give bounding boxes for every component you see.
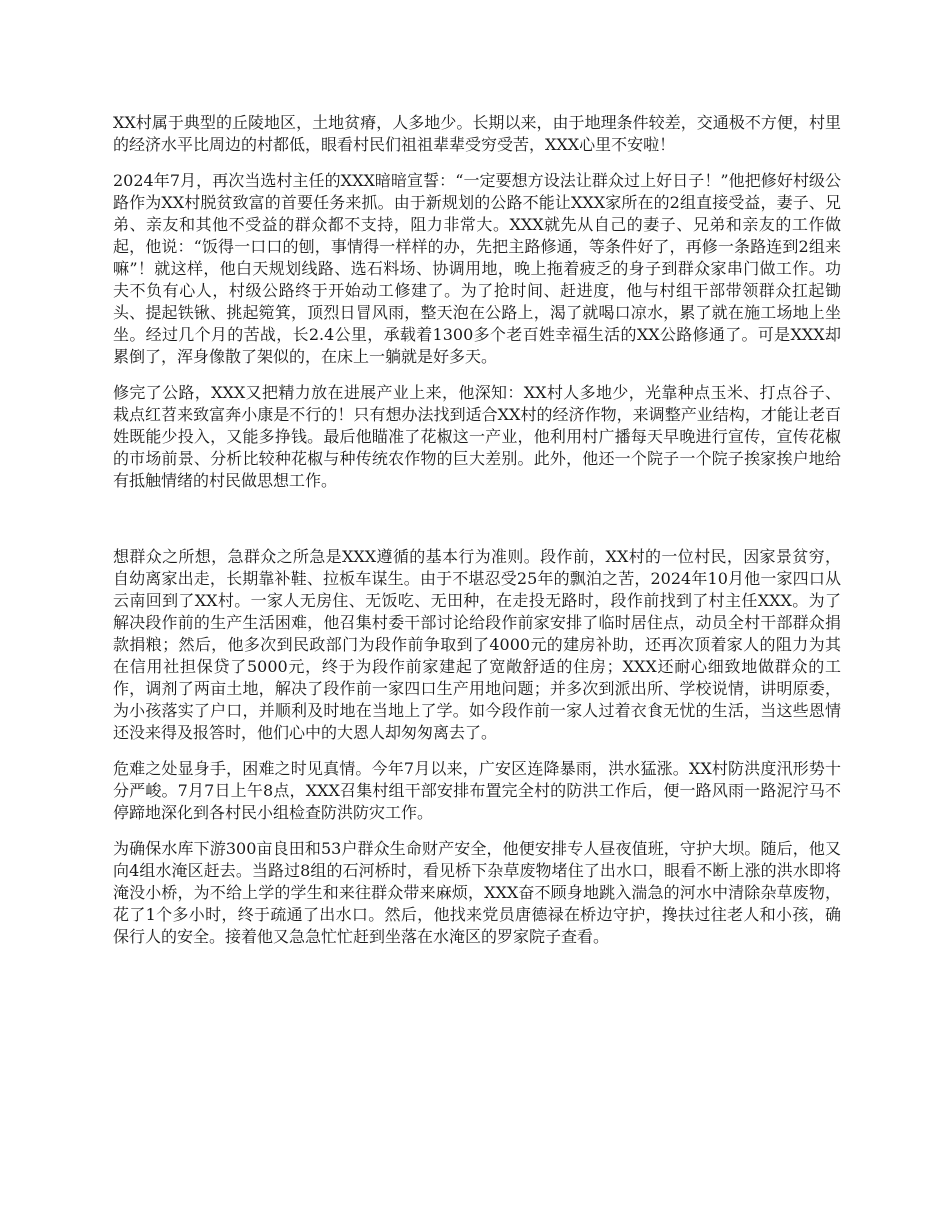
paragraph: 为确保水库下游300亩良田和53户群众生命财产安全，他便安排专人昼夜值班，守护大坝。随后，他又向4组水淹区赶去。当路过8组的石河桥时，看见桥下杂草废物堵住了出水口，眼看不断上涨的洪水即将淹没小桥，为不给上学的学生和来往群众带来麻烦，XXX奋不顾身地跳入湍急的河水中清除杂草废物，花了1个多小时，终于疏通了出水口。然后，他找来党员唐德禄在桥边守护，搀扶过往老人和小孩，确保行人的安全。接着他又急急忙忙赶到坐落在水淹区的罗家院子查看。 bbox=[113, 839, 841, 946]
paragraph: 2024年7月，再次当选村主任的XXX暗暗宣誓：“一定要想方设法让群众过上好日子！”他把修好村级公路作为XX村脱贫致富的首要任务来抓。由于新规划的公路不能让XXX家所在的2组直接受益，妻子、兄弟、亲友和其他不受益的群众都不支持，阻力非常大。XXX就先从自己的妻子、兄弟和亲友的工作做起，他说：“饭得一口口的刨，事情得一样样的办，先把主路修通，等条件好了，再修一条路连到2组来嘛”！就这样，他白天规划线路、选石料场、协调用地，晚上拖着疲乏的身子到群众家串门做工作。功夫不负有心人，村级公路终于开始动工修建了。为了抢时间、赶进度，他与村组干部带领群众扛起锄头、提起铁锹、挑起箢箕，顶烈日冒风雨，整天泡在公路上，渴了就喝口凉水，累了就在施工场地上坐坐。经过几个月的苦战，长2.4公里，承载着1300多个老百姓幸福生活的XX公路修通了。可是XXX却累倒了，浑身像散了架似的，在床上一躺就是好多天。 bbox=[113, 171, 841, 366]
paragraph: 危难之处显身手，困难之时见真情。今年7月以来，广安区连降暴雨，洪水猛涨。XX村防洪度汛形势十分严峻。7月7日上午8点，XXX召集村组干部安排布置完全村的防洪工作后，便一路风雨一路泥泞马不停蹄地深化到各村民小组检查防洪防灾工作。 bbox=[113, 759, 841, 822]
paragraph: 修完了公路，XXX又把精力放在进展产业上来，他深知：XX村人多地少，光靠种点玉米、打点谷子、栽点红苕来致富奔小康是不行的！只有想办法找到适合XX村的经济作物，来调整产业结构，才能让老百姓既能少投入，又能多挣钱。最后他瞄准了花椒这一产业，他利用村广播每天早晚进行宣传，宣传花椒的市场前景、分析比较种花椒与种传统农作物的巨大差别。此外，他还一个院子一个院子挨家挨户地给有抵触情绪的村民做思想工作。 bbox=[113, 383, 841, 490]
paragraph: XX村属于典型的丘陵地区，土地贫瘠，人多地少。长期以来，由于地理条件较差，交通极不方便，村里的经济水平比周边的村都低，眼看村民们祖祖辈辈受穷受苦，XXX心里不安啦！ bbox=[113, 113, 841, 154]
section-gap bbox=[113, 506, 841, 546]
document-page bbox=[113, 112, 841, 962]
paragraph: 想群众之所想，急群众之所急是XXX遵循的基本行为准则。段作前，XX村的一位村民，因家景贫穷，自幼离家出走，长期靠补鞋、拉板车谋生。由于不堪忍受25年的飘泊之苦，2024年10月他一家四口从云南回到了XX村。一家人无房住、无饭吃、无田种，在走投无路时，段作前找到了村主任XXX。为了解决段作前的生产生活困难，他召集村委干部讨论给段作前家安排了临时居住点，动员全村干部群众捐款捐粮；然后，他多次到民政部门为段作前争取到了4000元的建房补助，还再次顶着家人的阻力为其在信用社担保贷了5000元，终于为段作前家建起了宽敞舒适的住房；XXX还耐心细致地做群众的工作，调剂了两亩土地，解决了段作前一家四口生产用地问题；并多次到派出所、学校说情，讲明原委，为小孩落实了户口，并顺利及时地在当地上了学。如今段作前一家人过着衣食无忧的生活，当这些恩情还没来得及报答时，他们心中的大恩人却匆匆离去了。 bbox=[113, 547, 841, 742]
